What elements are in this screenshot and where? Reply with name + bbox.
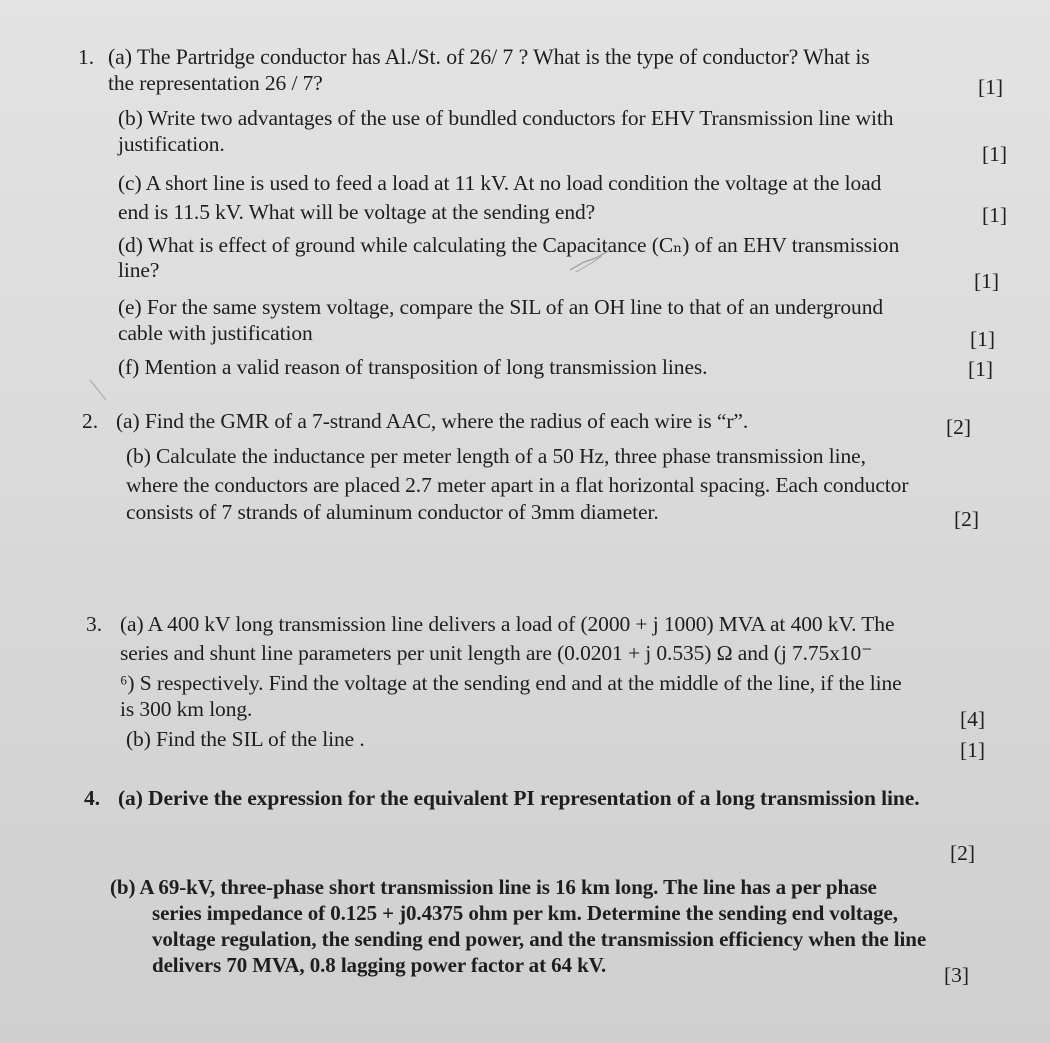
question-1b-line-2: justification.	[118, 132, 225, 156]
question-1c-line-1: (c) A short line is used to feed a load at 11 kV. At no load condition the voltage at the load	[118, 171, 882, 195]
question-4b-marks: [3]	[944, 963, 970, 987]
question-1c-line-2: end is 11.5 kV. What will be voltage at the sending end?	[118, 200, 596, 224]
question-4-number: 4.	[84, 786, 101, 810]
question-1a-line-2: the representation 26 / 7?	[108, 71, 323, 95]
pencil-scribble-mark	[566, 246, 616, 276]
question-1f-marks: [1]	[968, 357, 994, 381]
question-1e-line-1: (e) For the same system voltage, compare the SIL of an OH line to that of an underground	[118, 295, 883, 319]
question-1f-line-1: (f) Mention a valid reason of transposition of long transmission lines.	[118, 355, 708, 379]
question-1c-marks: [1]	[982, 203, 1008, 227]
question-2-number: 2.	[82, 409, 99, 433]
question-4b-line-3: voltage regulation, the sending end power, and the transmission efficiency when the line	[152, 927, 927, 951]
question-1a-marks: [1]	[978, 75, 1004, 99]
question-3a-marks: [4]	[960, 707, 986, 731]
question-1b-marks: [1]	[982, 142, 1008, 166]
question-3a-line-4: is 300 km long.	[120, 697, 253, 721]
question-2b-marks: [2]	[954, 507, 980, 531]
question-1a-line-1: (a) The Partridge conductor has Al./St. of 26/ 7 ? What is the type of conductor? What is	[108, 45, 870, 69]
question-1e-line-2: cable with justification	[118, 321, 313, 345]
question-2b-line-1: (b) Calculate the inductance per meter length of a 50 Hz, three phase transmission line,	[126, 444, 866, 468]
pencil-tick-mark	[86, 376, 112, 404]
question-1d-marks: [1]	[974, 269, 1000, 293]
question-4a-line-1: (a) Derive the expression for the equivalent PI representation of a long transmission line.	[118, 786, 920, 810]
question-1-number: 1.	[78, 45, 95, 69]
question-3a-line-1: (a) A 400 kV long transmission line delivers a load of (2000 + j 1000) MVA at 400 kV. The	[120, 612, 895, 636]
question-3b-line-1: (b) Find the SIL of the line .	[126, 727, 365, 751]
question-1e-marks: [1]	[970, 327, 996, 351]
question-4b-line-1: (b) A 69-kV, three-phase short transmission line is 16 km long. The line has a per phase	[110, 875, 877, 899]
question-4b-line-2: series impedance of 0.125 + j0.4375 ohm per km. Determine the sending end voltage,	[152, 901, 898, 925]
question-3b-marks: [1]	[960, 738, 986, 762]
question-1b-line-1: (b) Write two advantages of the use of bundled conductors for EHV Transmission line with	[118, 106, 894, 130]
question-4a-marks: [2]	[950, 841, 976, 865]
question-2a-marks: [2]	[946, 415, 972, 439]
question-2b-line-2: where the conductors are placed 2.7 meter apart in a flat horizontal spacing. Each conductor	[126, 473, 909, 497]
question-2a-line-1: (a) Find the GMR of a 7-strand AAC, where the radius of each wire is “r”.	[116, 409, 749, 433]
question-2b-line-3: consists of 7 strands of aluminum conductor of 3mm diameter.	[126, 500, 659, 524]
question-1d-line-2: line?	[118, 258, 160, 282]
question-1d-line-1: (d) What is effect of ground while calculating the Capacitance (Cₙ) of an EHV transmission	[118, 233, 900, 257]
question-4b-line-4: delivers 70 MVA, 0.8 lagging power factor at 64 kV.	[152, 953, 607, 977]
question-3a-line-2: series and shunt line parameters per unit length are (0.0201 + j 0.535) Ω and (j 7.75x10⁻	[120, 641, 873, 665]
question-3a-line-3: ⁶) S respectively. Find the voltage at the sending end and at the middle of the line, if the line	[120, 671, 902, 695]
question-3-number: 3.	[86, 612, 103, 636]
